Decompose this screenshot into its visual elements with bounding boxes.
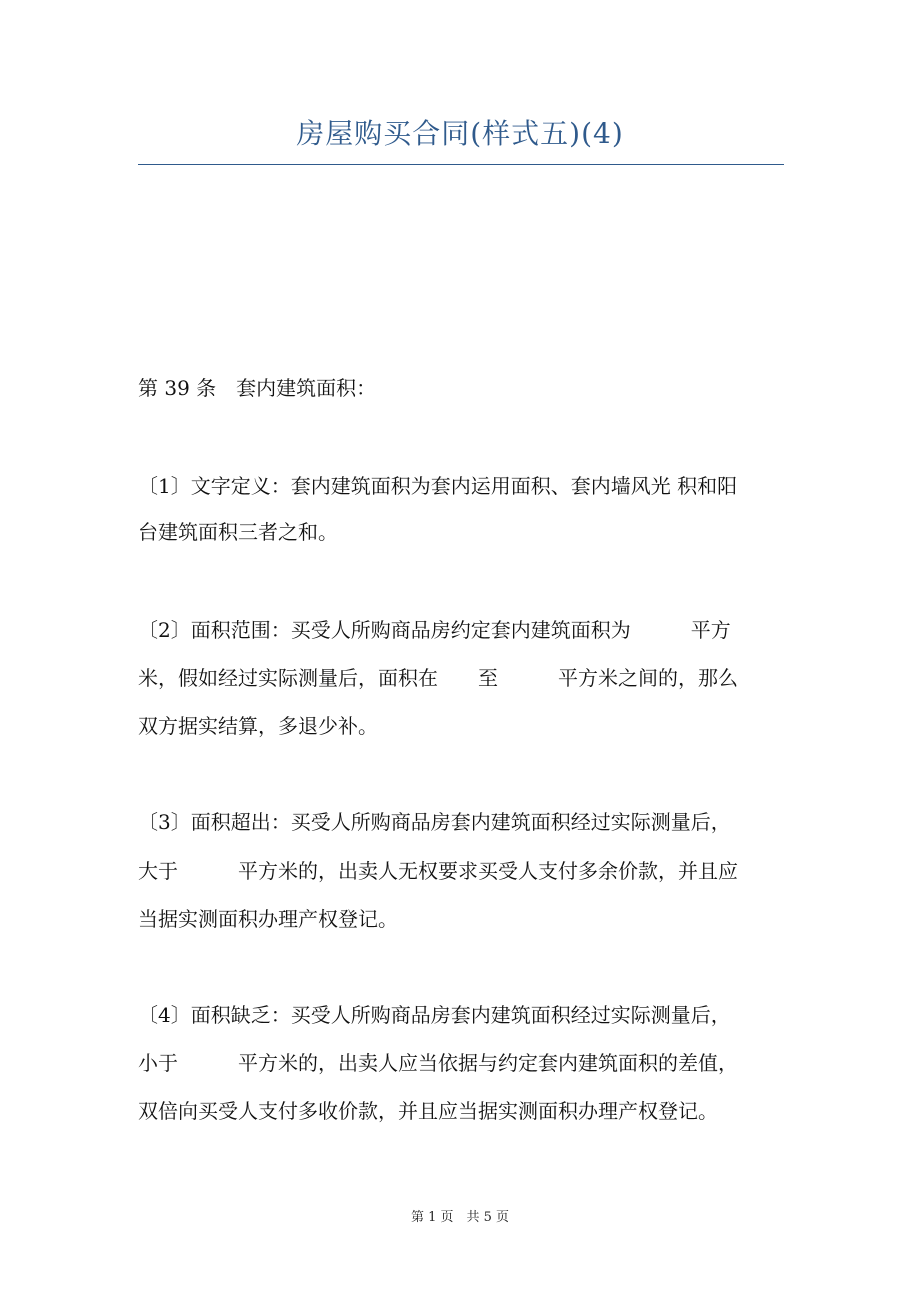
clause-3-line-3: 当据实测面积办理产权登记。 — [138, 907, 398, 931]
clause-2-line-3: 双方据实结算，多退少补。 — [138, 714, 378, 738]
clause-4-line-1: 〔4〕面积缺乏：买受人所购商品房套内建筑面积经过实际测量后， — [138, 1003, 731, 1027]
page-footer: 第 1 页 共 5 页 — [410, 1210, 510, 1225]
clause-2-line-1: 〔2〕面积范围：买受人所购商品房约定套内建筑面积为 平方 — [138, 618, 731, 642]
clause-1-line-1: 〔1〕文字定义：套内建筑面积为套内运用面积、套内墙风光 积和阳 — [138, 474, 738, 498]
clause-1-line-2: 台建筑面积三者之和。 — [138, 520, 338, 544]
clause-3-line-1: 〔3〕面积超出：买受人所购商品房套内建筑面积经过实际测量后， — [138, 810, 731, 834]
clause-3-line-2: 大于 平方米的，出卖人无权要求买受人支付多余价款，并且应 — [138, 859, 738, 883]
clause-4-line-3: 双倍向买受人支付多收价款，并且应当据实测面积办理产权登记。 — [138, 1099, 718, 1123]
title-underline — [138, 164, 784, 165]
article-heading: 第 39 条 套内建筑面积： — [138, 376, 377, 400]
page-title: 房屋购买合同(样式五)(4) — [296, 117, 624, 150]
clause-2-line-2: 米，假如经过实际测量后，面积在 至 平方米之间的，那么 — [138, 666, 738, 690]
clause-4-line-2: 小于 平方米的，出卖人应当依据与约定套内建筑面积的差值， — [138, 1051, 738, 1075]
